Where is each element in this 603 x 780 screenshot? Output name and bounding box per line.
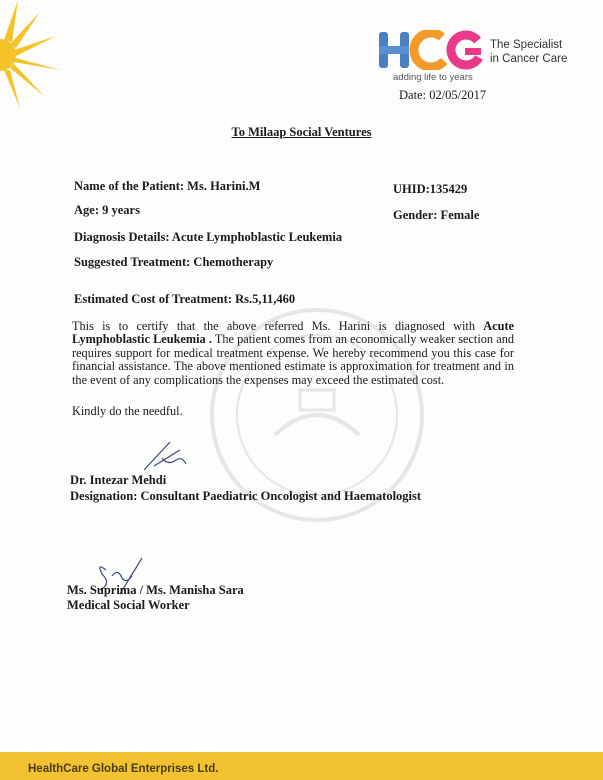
- patient-uhid: UHID:135429: [393, 182, 468, 196]
- social-worker-names: Ms. Suprima / Ms. Manisha Sara: [67, 583, 244, 597]
- certification-paragraph: [72, 320, 514, 387]
- diagnosis-details: Diagnosis Details: Acute Lymphoblastic Leukemia: [74, 230, 343, 244]
- hcg-logo-icon: [379, 30, 483, 70]
- letter-date: Date: 02/05/2017: [399, 88, 487, 102]
- patient-gender: Gender: Female: [393, 208, 480, 222]
- patient-name: Name of the Patient: Ms. Harini.M: [74, 179, 261, 193]
- logo-tagline: [490, 38, 567, 66]
- doctor-designation: Designation: Consultant Paediatric Oncologist and Haematologist: [70, 489, 422, 503]
- footer-company: HealthCare Global Enterprises Ltd.: [28, 763, 219, 775]
- paragraph-text-1: This is to certify that the above referred Ms. Harini is diagnosed with: [72, 319, 484, 333]
- social-worker-role: Medical Social Worker: [67, 598, 190, 612]
- tagline-line-1: The Specialist: [490, 39, 563, 51]
- paragraph-text-2: The patient comes from an economically weaker section and requires support for medical treatment expense. We hereby recommend you this case for financial assistance. The above mentioned estimate is approximation for treatment and in the event of any complications the expenses may exceed the estimated cost.: [72, 332, 514, 387]
- closing-line: Kindly do the needful.: [72, 404, 183, 418]
- logo-slogan: adding life to years: [393, 72, 473, 83]
- tagline-line-2: in Cancer Care: [490, 53, 568, 65]
- letter-title: To Milaap Social Ventures: [231, 125, 372, 139]
- paragraph-diagnosis: Acute Lymphoblastic Leukemia .: [72, 319, 514, 347]
- suggested-treatment: Suggested Treatment: Chemotherapy: [74, 255, 274, 269]
- estimated-cost: Estimated Cost of Treatment: Rs.5,11,460: [74, 292, 296, 306]
- patient-age: Age: 9 years: [74, 203, 140, 217]
- sun-icon: [0, 0, 80, 110]
- doctor-signature-icon: [140, 436, 190, 476]
- doctor-name: Dr. Intezar Mehdi: [70, 473, 167, 487]
